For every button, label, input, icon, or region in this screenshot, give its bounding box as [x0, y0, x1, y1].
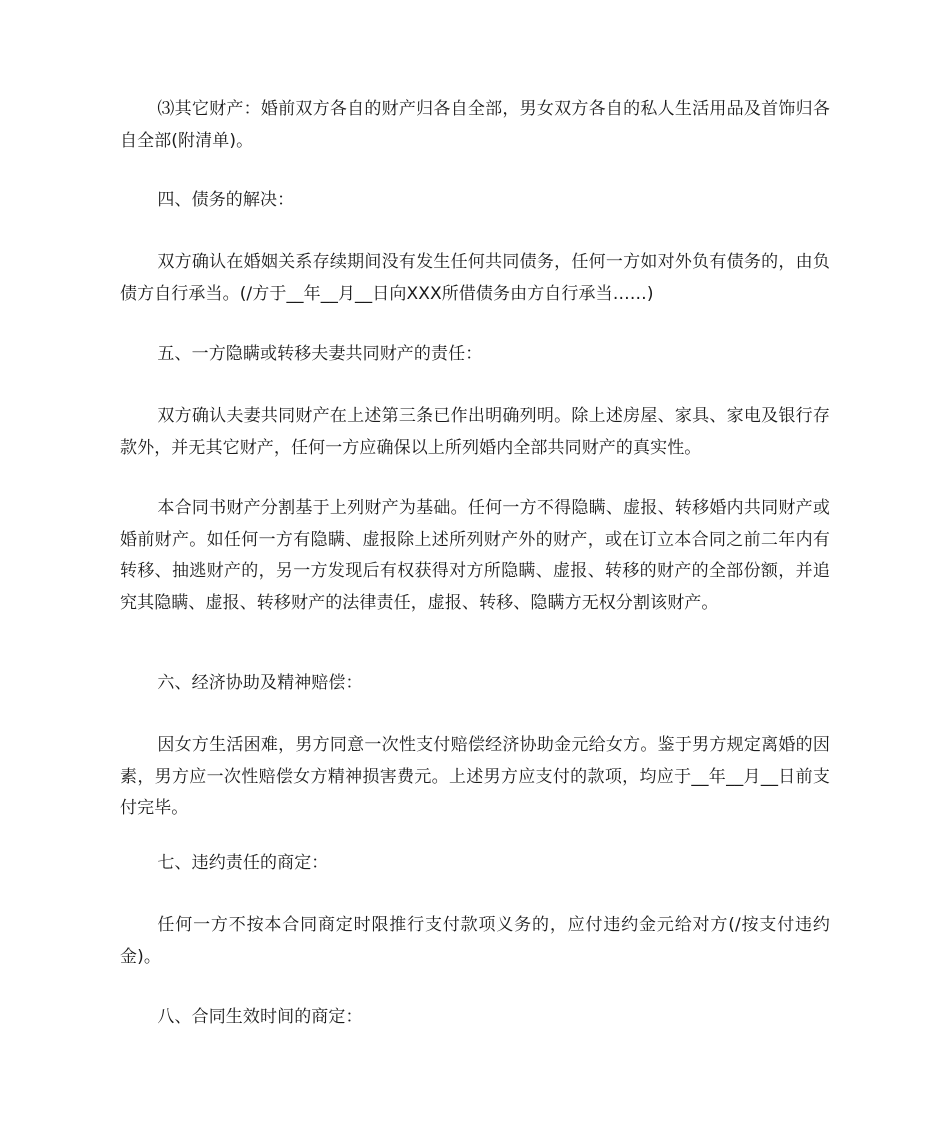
heading-concealment-liability: 五、一方隐瞒或转移夫妻共同财产的责任： [157, 344, 483, 364]
paragraph-debt-confirmation: 双方确认在婚姻关系存续期间没有发生任何共同债务，任何一方如对外负有债务的，由负债方自行承当。(/方于__年__月__日向XXX所借债务由方自行承当……) [120, 252, 830, 304]
paragraph-property-division: 本合同书财产分割基于上列财产为基础。任何一方不得隐瞒、虚报、转移婚内共同财产或婚前财产。如任何一方有隐瞒、虚报除上述所列财产外的财产，或在订立本合同之前二年内有转移、抽逃财产的，另一方发现后有权获得对方所隐瞒、虚报、转移的财产的全部份额，并追究其隐瞒、虚报、转移财产的法律责任，虚报、转移、隐瞒方无权分割该财产。 [120, 498, 830, 613]
paragraph-other-property: ⑶其它财产：婚前双方各自的财产归各自全部，男女双方各自的私人生活用品及首饰归各自全部(附清单)。 [120, 99, 830, 151]
heading-breach-liability: 七、违约责任的商定： [157, 853, 329, 873]
paragraph-property-listing: 双方确认夫妻共同财产在上述第三条已作出明确列明。除上述房屋、家具、家电及银行存款外，并无其它财产，任何一方应确保以上所列婚内全部共同财产的真实性。 [120, 406, 830, 458]
heading-debt-resolution: 四、债务的解决： [157, 190, 295, 210]
heading-effective-date: 八、合同生效时间的商定： [157, 1007, 363, 1027]
heading-economic-assistance: 六、经济协助及精神赔偿： [157, 673, 363, 693]
paragraph-compensation: 因女方生活困难，男方同意一次性支付赔偿经济协助金元给女方。鉴于男方规定离婚的因素，男方应一次性赔偿女方精神损害费元。上述男方应支付的款项，均应于__年__月__日前支付完毕。 [120, 735, 830, 818]
paragraph-penalty: 任何一方不按本合同商定时限推行支付款项义务的，应付违约金元给对方(/按支付违约金)。 [120, 915, 830, 967]
